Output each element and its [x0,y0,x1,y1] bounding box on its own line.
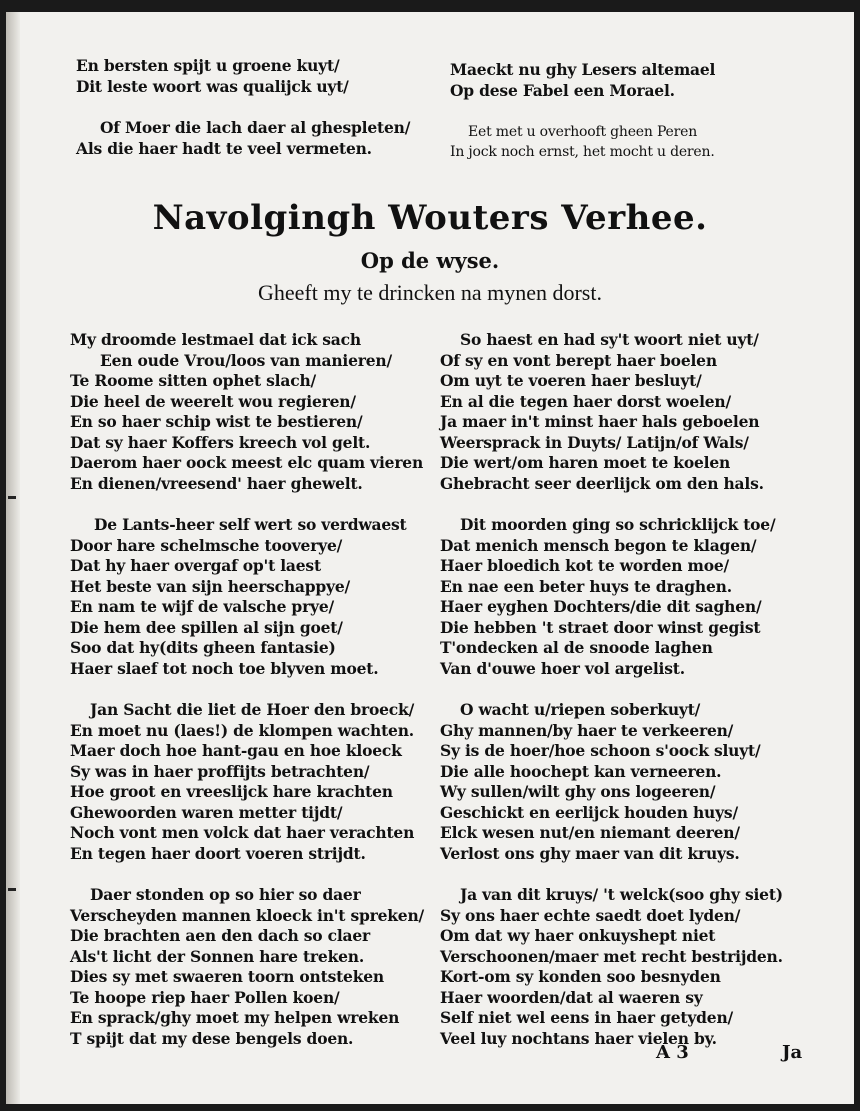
verse-line: Door hare schelmsche tooverye/ [70,535,343,555]
verse-line: Sy ons haer echte saedt doet lyden/ [440,905,741,925]
stanza [76,118,410,159]
stanza [76,56,410,97]
verse-line: Als die haer hadt te veel vermeten. [76,138,372,158]
verse-line: So haest en had sy't woort niet uyt/ [460,330,759,349]
stanza [440,885,783,1049]
verse-line: Haer eyghen Dochters/die dit saghen/ [440,597,762,616]
binding-mark [8,496,16,499]
verse-line: Verlost ons ghy maer van dit kruys. [440,843,740,863]
poem-subtitle: Op de wyse. [360,248,500,273]
verse-line: Haer bloedich kot te worden moe/ [440,556,729,575]
stanza [440,330,783,494]
verse-line: Die brachten aen den dach so claer [70,926,371,945]
top-left-column [76,56,410,180]
verse-line: Ghebracht seer deerlijck om den hals. [440,473,764,493]
verse-line: Maer doch hoe hant-gau en hoe kloeck [70,741,402,760]
verse-line: O wacht u/riepen soberkuyt/ [460,700,701,719]
verse-line: Die hebben 't straet door winst gegist [440,617,761,637]
verse-line: Sy is de hoer/hoe schoon s'oock sluyt/ [440,741,761,760]
verse-line: En tegen haer doort voeren strijdt. [70,843,366,863]
verse-line: In jock noch ernst, het mocht u deren. [450,144,715,160]
tune-line: Gheeft my te drincken na mynen dorst. [258,280,602,305]
verse-line: Hoe groot en vreeslijck hare krachten [70,782,393,801]
verse-line: En al die tegen haer dorst woelen/ [440,391,731,411]
stanza [440,515,783,679]
verse-line: Te Roome sitten ophet slach/ [70,371,316,390]
verse-line: Die heel de weerelt wou regieren/ [70,391,356,411]
stanza [70,885,424,1049]
verse-line: Als't licht der Sonnen hare treken. [70,946,365,966]
verse-line: Ja van dit kruys/ 't welck(soo ghy siet) [460,885,783,904]
verse-line: En so haer schip wist te bestieren/ [70,412,363,431]
verse-line: Weersprack in Duyts/ Latijn/of Wals/ [440,432,749,452]
verse-line: Noch vont men volck dat haer verachten [70,823,415,842]
verse-line: T spijt dat my dese bengels doen. [70,1028,354,1048]
verse-line: Soo dat hy(dits gheen fantasie) [70,638,336,657]
verse-line: T'ondecken al de snoode laghen [440,638,713,657]
poem-right-column [440,330,783,1070]
verse-line: Om dat wy haer onkuyshept niet [440,926,716,945]
stanza [450,122,715,162]
verse-line: Sy was in haer proffijts betrachten/ [70,761,370,781]
verse-line: Jan Sacht die liet de Hoer den broeck/ [90,700,415,719]
verse-line: En nam te wijf de valsche prye/ [70,597,334,616]
verse-line: Ghy mannen/by haer te verkeeren/ [440,720,734,740]
verse-line: Veel luy nochtans haer vielen by. [440,1028,717,1048]
page-gutter [6,12,20,1104]
poem-title: Navolgingh Wouters Verhee. [152,198,708,238]
verse-line: Het beste van sijn heerschappye/ [70,576,350,596]
verse-line: Maeckt nu ghy Lesers altemael [450,60,716,79]
stanza [70,515,424,679]
verse-line: Dies sy met swaeren toorn ontsteken [70,967,384,986]
signature-mark: A 3 [656,1042,689,1063]
verse-line: Eet met u overhooft gheen Peren [468,124,698,140]
verse-line: Ja maer in't minst haer hals geboelen [440,412,760,431]
verse-line: Self niet wel eens in haer getyden/ [440,1008,733,1027]
verse-line: Haer woorden/dat al waeren sy [440,987,703,1007]
verse-line: Van d'ouwe hoer vol argelist. [440,658,685,678]
stanza [450,60,715,101]
poem-left-column [70,330,424,1070]
verse-line: Daerom haer oock meest elc quam vieren [70,453,424,472]
verse-line: My droomde lestmael dat ick sach [70,330,361,349]
verse-line: En moet nu (laes!) de klompen wachten. [70,720,414,740]
verse-line: Die hem dee spillen al sijn goet/ [70,617,343,637]
verse-line: Of Moer die lach daer al ghespleten/ [100,118,411,137]
top-right-column [450,60,715,183]
verse-line: Kort-om sy konden soo besnyden [440,967,721,986]
verse-line: Dat hy haer overgaf op't laest [70,556,321,575]
verse-line: Op dese Fabel een Morael. [450,80,675,100]
verse-line: Dit leste woort was qualijck uyt/ [76,76,349,96]
verse-line: Verschoonen/maer met recht bestrijden. [440,946,783,966]
verse-line: Dat sy haer Koffers kreech vol gelt. [70,432,371,452]
book-page [6,12,854,1104]
verse-line: Elck wesen nut/en niemant deeren/ [440,823,740,842]
verse-line: Verscheyden mannen kloeck in't spreken/ [70,905,424,925]
verse-line: Of sy en vont berept haer boelen [440,350,717,370]
stanza [70,700,424,864]
verse-line: Ghewoorden waren metter tijdt/ [70,802,343,822]
verse-line: Dit moorden ging so schricklijck toe/ [460,515,776,534]
verse-line: Een oude Vrou/loos van manieren/ [100,350,392,370]
verse-line: En bersten spijt u groene kuyt/ [76,56,340,75]
verse-line: Om uyt te voeren haer besluyt/ [440,371,702,390]
verse-line: De Lants-heer self wert so verdwaest [94,515,407,534]
verse-line: Haer slaef tot noch toe blyven moet. [70,658,379,678]
verse-line: Geschickt en eerlijck houden huys/ [440,802,738,822]
verse-line: Die alle hoochept kan verneeren. [440,761,722,781]
verse-line: Daer stonden op so hier so daer [90,885,361,904]
verse-line: Dat menich mensch begon te klagen/ [440,535,757,555]
verse-line: En dienen/vreesend' haer ghewelt. [70,473,363,493]
catchword: Ja [782,1042,803,1063]
stanza [440,700,783,864]
verse-line: En sprack/ghy moet my helpen wreken [70,1008,400,1027]
verse-line: Die wert/om haren moet te koelen [440,453,731,472]
verse-line: En nae een beter huys te draghen. [440,576,732,596]
verse-line: Te hoope riep haer Pollen koen/ [70,987,340,1007]
binding-mark [8,888,16,891]
stanza [70,330,424,494]
verse-line: Wy sullen/wilt ghy ons logeeren/ [440,782,716,801]
